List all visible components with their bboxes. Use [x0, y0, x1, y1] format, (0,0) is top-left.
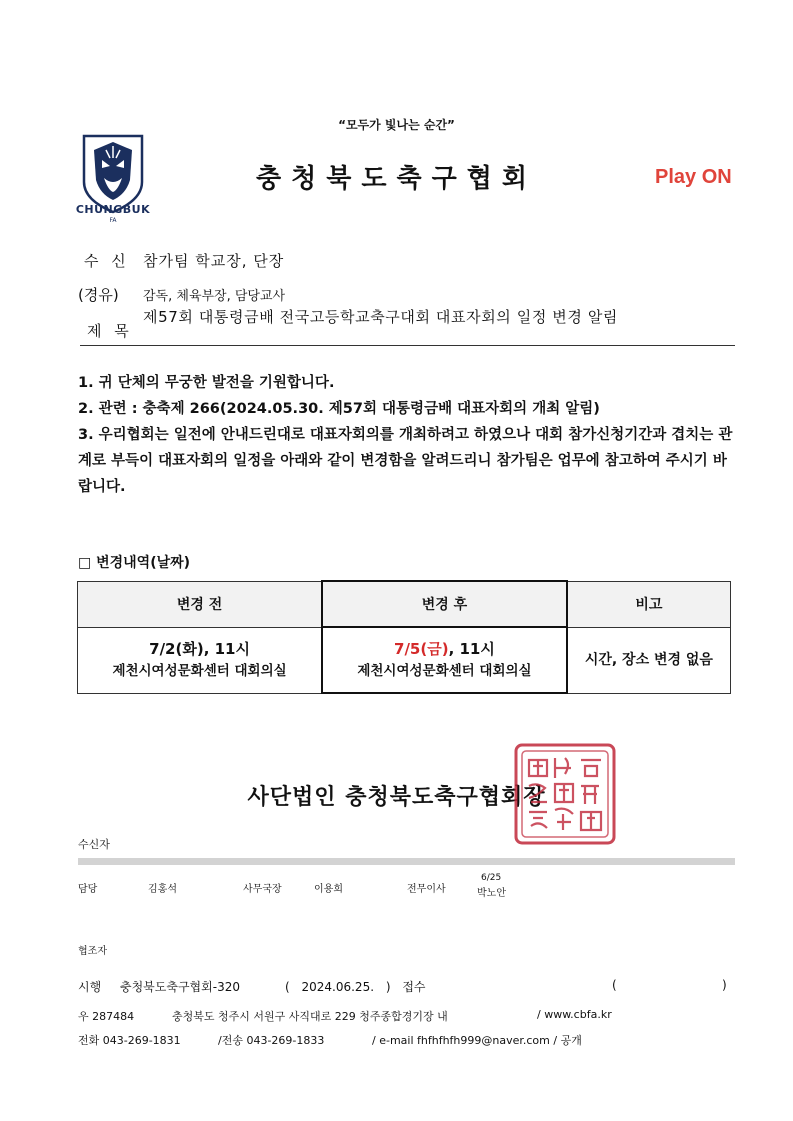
- cell-before: [78, 627, 323, 693]
- coop-label: 협조자: [78, 946, 107, 957]
- logo-text: CHUNGBUK: [75, 203, 151, 216]
- after-place: 제천시여성문화센터 대회의실: [357, 663, 532, 679]
- enforce-date: ( 2024.06.25. ) 접수: [285, 980, 426, 994]
- subject-label: 제 목: [87, 322, 133, 340]
- enforce-number: 충청북도축구협회-320: [120, 980, 240, 994]
- staff2-name: 이용희: [314, 884, 343, 895]
- body-line-1: 1. 귀 단체의 무궁한 발전을 기원합니다.: [78, 375, 335, 391]
- staff1-label: 담당: [78, 884, 98, 895]
- cell-note: 시간, 장소 변경 없음: [567, 627, 731, 693]
- staff3-label: 전무이사: [407, 884, 446, 895]
- staff3-date: 6/25: [481, 873, 502, 883]
- recipient-value: 참가팀 학교장, 단장: [143, 252, 285, 270]
- receipt-open: (: [612, 978, 617, 992]
- enforce-label: 시행: [78, 980, 102, 994]
- official-seal-icon: [513, 742, 617, 846]
- header-before: 변경 전: [78, 581, 323, 627]
- after-date: 7/5(금): [394, 640, 449, 658]
- header-divider: [80, 345, 735, 346]
- table-header-row: [78, 581, 731, 627]
- fax: /전송 043-269-1833: [218, 1034, 325, 1047]
- via-value: 감독, 체육부장, 담당교사: [143, 289, 286, 304]
- body-line-2: 2. 관련 : 충축제 266(2024.05.30. 제57회 대통령금배 대표자회의 개최 알림): [78, 401, 600, 417]
- body-line-3: 3. 우리협회는 일전에 안내드린대로 대표자회의를 개최하려고 하였으나 대회 참가신청기간과 겹치는 관계로 부득이 대표자회의 일정을 아래와 같이 변경함을 알려드리니 참가팀은 업무에 참고하여 주시기 바랍니다.: [78, 427, 733, 495]
- change-table: [77, 580, 731, 694]
- staff1-name: 김홍석: [148, 884, 177, 895]
- via-label: (경유): [78, 286, 119, 304]
- website-link[interactable]: / www.cbfa.kr: [537, 1008, 612, 1021]
- before-date: 7/2(화), 11시: [149, 640, 250, 658]
- subject-value: 제57회 대통령금배 전국고등학교축구대회 대표자회의 일정 변경 알림: [143, 308, 619, 326]
- logo-subtext: FA: [109, 217, 117, 224]
- recipient-label: 수 신: [84, 252, 130, 270]
- slogan: “모두가 빛나는 순간”: [338, 118, 455, 132]
- footer-divider: [78, 858, 735, 865]
- cell-after: [322, 627, 567, 693]
- cc-label: 수신자: [78, 838, 110, 851]
- postal-code: 우 287484: [78, 1010, 135, 1023]
- staff2-label: 사무국장: [243, 884, 282, 895]
- receipt-close: ): [722, 978, 727, 992]
- staff3-name: 박노안: [477, 888, 506, 899]
- before-place: 제천시여성문화센터 대회의실: [112, 663, 287, 679]
- play-on-brand: Play ON: [655, 166, 732, 188]
- after-time: , 11시: [448, 640, 495, 658]
- header-note: 비고: [567, 581, 731, 627]
- table-row: [78, 627, 731, 693]
- tel: 전화 043-269-1831: [78, 1034, 181, 1047]
- email-link[interactable]: / e-mail fhfhfhfh999@naver.com / 공개: [372, 1034, 582, 1047]
- signature: 사단법인 충청북도축구협회장: [247, 785, 546, 810]
- address: 충청북도 청주시 서원구 사직대로 229 청주종합경기장 내: [172, 1010, 448, 1023]
- section-title: □ 변경내역(날짜): [78, 555, 191, 571]
- header-after: 변경 후: [322, 581, 567, 627]
- organization-name: 충청북도축구협회: [256, 164, 537, 194]
